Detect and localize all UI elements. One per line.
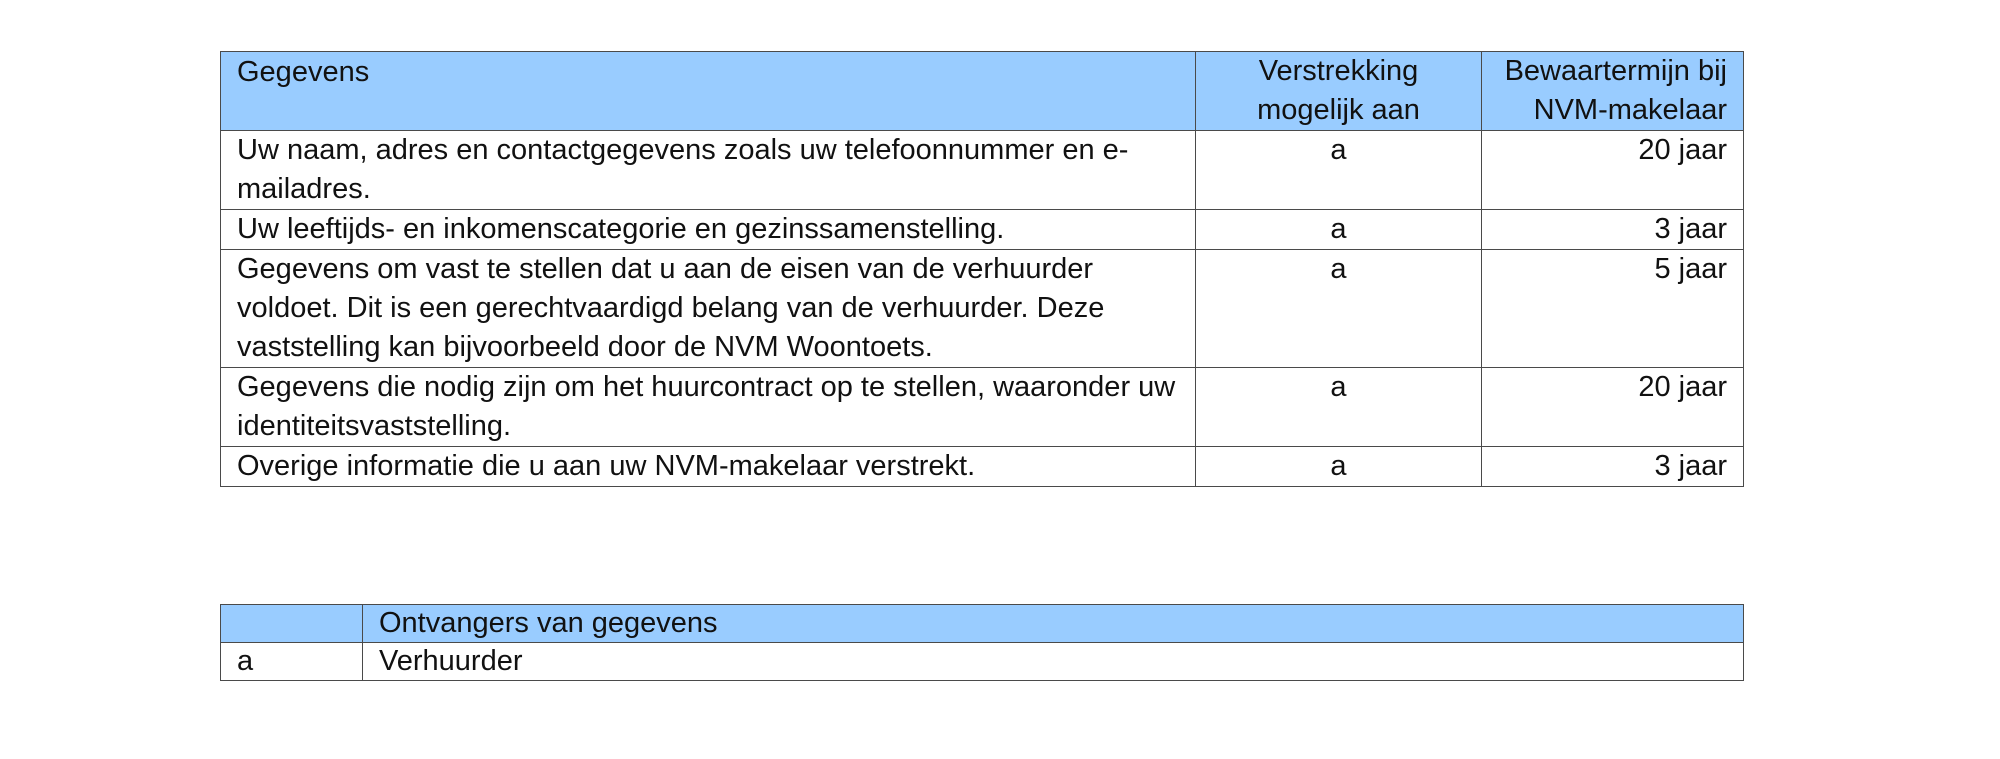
cell-data: Uw naam, adres en contactgegevens zoals uw telefoonnummer en e-mailadres. (221, 131, 1196, 210)
retention-table (220, 51, 1744, 487)
cell-provided-to: a (1196, 210, 1482, 250)
cell-data: Gegevens die nodig zijn om het huurcontract op te stellen, waaronder uw identiteitsvaststelling. (221, 368, 1196, 447)
legend-header-recipients: Ontvangers van gegevens (363, 605, 1744, 643)
cell-retention: 20 jaar (1482, 131, 1744, 210)
cell-data: Overige informatie die u aan uw NVM-makelaar verstrekt. (221, 447, 1196, 487)
cell-retention: 3 jaar (1482, 447, 1744, 487)
header-retention: Bewaartermijn bij NVM-makelaar (1482, 52, 1744, 131)
cell-provided-to: a (1196, 368, 1482, 447)
legend-recipient: Verhuurder (363, 643, 1744, 681)
cell-retention: 3 jaar (1482, 210, 1744, 250)
cell-retention: 5 jaar (1482, 250, 1744, 368)
header-row (221, 52, 1744, 131)
recipients-table (220, 604, 1744, 681)
table-row (221, 447, 1744, 487)
table-row (221, 250, 1744, 368)
legend-code: a (221, 643, 363, 681)
legend-header-row (221, 605, 1744, 643)
header-provided-to: Verstrekking mogelijk aan (1196, 52, 1482, 131)
cell-retention: 20 jaar (1482, 368, 1744, 447)
table-row (221, 368, 1744, 447)
table-row (221, 131, 1744, 210)
legend-row (221, 643, 1744, 681)
header-data: Gegevens (221, 52, 1196, 131)
cell-data: Uw leeftijds- en inkomenscategorie en gezinssamenstelling. (221, 210, 1196, 250)
cell-provided-to: a (1196, 250, 1482, 368)
cell-provided-to: a (1196, 131, 1482, 210)
table-row (221, 210, 1744, 250)
cell-provided-to: a (1196, 447, 1482, 487)
legend-header-code (221, 605, 363, 643)
cell-data: Gegevens om vast te stellen dat u aan de eisen van de verhuurder voldoet. Dit is een gerechtvaardigd belang van de verhuurder. Deze vaststelling kan bijvoorbeeld door de NVM Woontoets. (221, 250, 1196, 368)
